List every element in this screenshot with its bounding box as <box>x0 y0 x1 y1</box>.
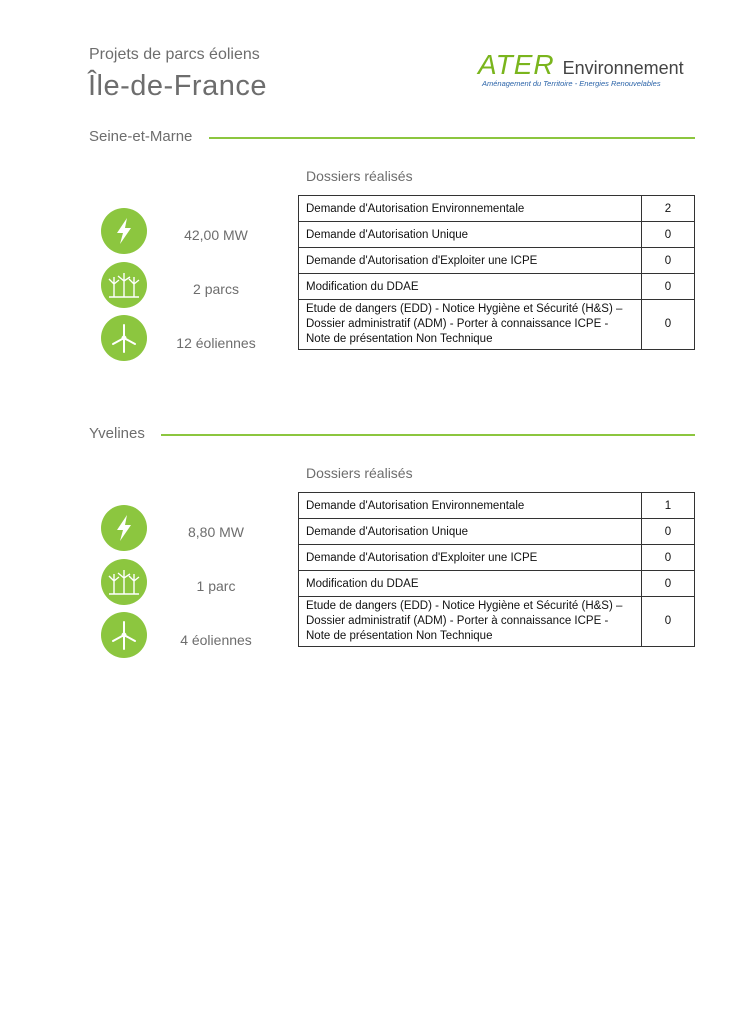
table-row <box>299 571 695 597</box>
section-divider <box>209 137 695 139</box>
table-row <box>299 222 695 248</box>
wind-farm-icon <box>101 262 147 308</box>
dossier-label: Demande d'Autorisation d'Exploiter une ICPE <box>299 248 642 274</box>
logo-tagline: Aménagement du Territoire - Energies Renouvelables <box>482 79 661 88</box>
stat-parks: 1 parc <box>196 578 236 594</box>
dossiers-table <box>298 492 695 647</box>
dossier-count: 0 <box>642 300 695 350</box>
table-row <box>299 196 695 222</box>
table-row <box>299 493 695 519</box>
dossier-count: 0 <box>642 274 695 300</box>
stat-power: 8,80 MW <box>187 524 244 540</box>
dossier-label: Demande d'Autorisation d'Exploiter une ICPE <box>299 545 642 571</box>
section-title: Seine-et-Marne <box>89 128 196 145</box>
ater-logo <box>478 50 700 94</box>
dossier-label: Etude de dangers (EDD) - Notice Hygiène et Sécurité (H&S) – Dossier administratif (ADM) - Porter à connaissance ICPE - Note de présentation Non Technique <box>299 300 642 350</box>
dossiers-label: Dossiers réalisés <box>306 465 413 481</box>
table-row <box>299 519 695 545</box>
dossier-label: Demande d'Autorisation Environnementale <box>299 196 642 222</box>
dossiers-table <box>298 195 695 350</box>
dossier-label: Modification du DDAE <box>299 274 642 300</box>
dossier-count: 0 <box>642 519 695 545</box>
stat-turbines: 12 éoliennes <box>176 335 256 351</box>
dossier-label: Demande d'Autorisation Unique <box>299 519 642 545</box>
dossier-count: 0 <box>642 597 695 647</box>
dossier-count: 0 <box>642 248 695 274</box>
dossier-count: 0 <box>642 571 695 597</box>
logo-ater-text: ATER <box>478 49 555 80</box>
section-title: Yvelines <box>89 425 149 442</box>
logo-environnement-text: Environnement <box>562 58 684 78</box>
dossier-count: 2 <box>642 196 695 222</box>
section-header-yvelines <box>89 425 695 445</box>
table-row <box>299 300 695 350</box>
stat-power: 42,00 MW <box>184 227 248 243</box>
stat-parks: 2 parcs <box>193 281 239 297</box>
section-divider <box>161 434 695 436</box>
lightning-icon <box>101 505 147 551</box>
dossiers-label: Dossiers réalisés <box>306 168 413 184</box>
section-header-seine-et-marne <box>89 128 695 148</box>
page-title: Île-de-France <box>88 70 267 102</box>
table-row <box>299 597 695 647</box>
page-supertitle: Projets de parcs éoliens <box>89 46 260 63</box>
wind-turbine-icon <box>101 612 147 658</box>
table-row <box>299 248 695 274</box>
dossier-label: Demande d'Autorisation Environnementale <box>299 493 642 519</box>
lightning-icon <box>101 208 147 254</box>
dossier-label: Demande d'Autorisation Unique <box>299 222 642 248</box>
table-row <box>299 545 695 571</box>
wind-farm-icon <box>101 559 147 605</box>
wind-turbine-icon <box>101 315 147 361</box>
dossier-count: 0 <box>642 222 695 248</box>
dossier-label: Etude de dangers (EDD) - Notice Hygiène et Sécurité (H&S) – Dossier administratif (ADM) - Porter à connaissance ICPE - Note de présentation Non Technique <box>299 597 642 647</box>
dossier-label: Modification du DDAE <box>299 571 642 597</box>
stat-turbines: 4 éoliennes <box>180 632 252 648</box>
dossier-count: 1 <box>642 493 695 519</box>
table-row <box>299 274 695 300</box>
dossier-count: 0 <box>642 545 695 571</box>
